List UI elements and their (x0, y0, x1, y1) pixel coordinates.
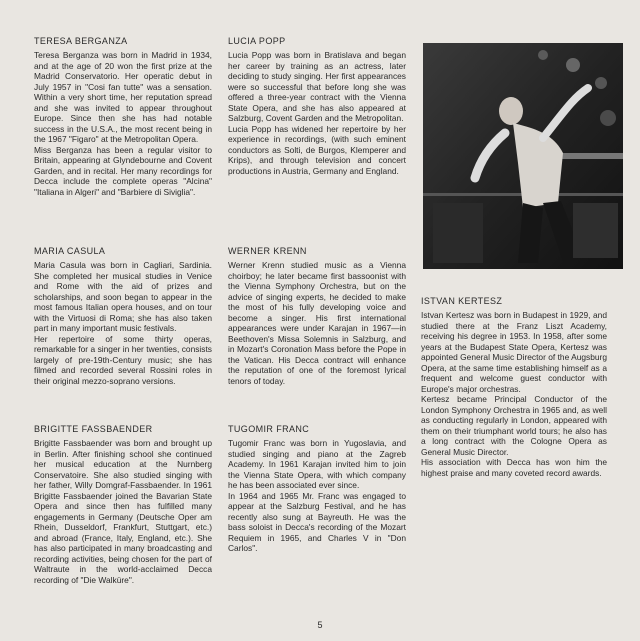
bio-lucia-popp (228, 36, 406, 176)
bio-paragraph: Lucia Popp was born in Bratislava and began her career by training as an actress, later deciding to study singing. Her first appearances were so successful that before long she was offered a three-year contract with the Vienna State Opera, and she has also appeared at Salzburg, Covent Garden and the Metropolitan. (228, 50, 406, 123)
bio-paragraph: Her repertoire of some thirty operas, remarkable for a singer in her twenties, consists largely of pre-19th-Century music; she has filmed and recorded several Rossini roles in their original mezzo-soprano versions. (34, 333, 212, 386)
bio-name: ISTVAN KERTESZ (421, 296, 503, 306)
bio-paragraph: Brigitte Fassbaender was born and brought up in Berlin. After finishing school she continued her musical education at the Nurnberg Conservatoire. She also studied singing with her father, Willy Domgraf-Fassbaender. In 1961 Brigitte Fassbaender joined the Bavarian State Opera and since then has fulfilled many engagements in Germany (Deutsche Oper am Rhein, Dusseldorf, Frankfurt, Stuttgart, etc.) and abroad (France, Italy, England, etc.). She has also participated in many broadcasting and recording activities, being chosen for the part of Waltraute in the world-acclaimed Decca recording of "Die Walküre". (34, 438, 212, 585)
bio-istvan-kertesz (421, 296, 607, 478)
bio-paragraph: Maria Casula was born in Cagliari, Sardinia. She completed her musical studies in Venice and Rome with the aid of prizes and scholarships, and soon began to appear in the most famous Italian opera houses, and on tour with the Virtuosi di Roma; she has also taken part in many important music festivals. (34, 260, 212, 333)
bio-werner-krenn (228, 246, 406, 386)
bio-paragraph: Lucia Popp has widened her repertoire by her experience in recordings, (with such eminent conductors as Solti, de Burgos, Klemperer and Krips), and through television and concert productions in Austria, Germany and England. (228, 123, 406, 176)
bio-paragraph: His association with Decca has won him the highest praise and many coveted record awards. (421, 457, 607, 478)
bio-brigitte-fassbaender (34, 424, 212, 585)
bio-name: BRIGITTE FASSBAENDER (34, 424, 153, 434)
bio-paragraph: Kertesz became Principal Conductor of the London Symphony Orchestra in 1965 and, as well as conducting regularly in London, appeared with them on their triumphant world tours; he also has a long contract with the Cologne Opera as General Music Director. (421, 394, 607, 457)
conductor-photo (423, 43, 623, 269)
bio-paragraph: In 1964 and 1965 Mr. Franc was engaged to appear at the Salzburg Festival, and he has recently also sung at Bayreuth. He was the bass soloist in Decca's recording of the Mozart Requiem in 1965, and Charles V in "Don Carlos". (228, 490, 406, 553)
bio-tugomir-franc (228, 424, 406, 554)
bio-name: TUGOMIR FRANC (228, 424, 310, 434)
page-number: 5 (317, 620, 323, 630)
bio-name: TERESA BERGANZA (34, 36, 128, 46)
bio-teresa-berganza (34, 36, 212, 197)
bio-paragraph: Werner Krenn studied music as a Vienna choirboy; he later became first bassoonist with the Vienna Symphony Orchestra, but on the advice of singing experts, he decided to make the most of his fully developing voice and become a singer. His first international appearances were under Karajan in 1967—in Beethoven's Missa Solemnis in Salzburg, and in Mozart's Coronation Mass before the Pope in the Vatican. His Decca contract will enhance the reputation of one of the foremost lyrical tenors of today. (228, 260, 406, 386)
bio-name: WERNER KRENN (228, 246, 307, 256)
bio-name: MARIA CASULA (34, 246, 106, 256)
bio-paragraph: Teresa Berganza was born in Madrid in 1934, and at the age of 20 won the first prize at the Madrid Conservatorio. Her operatic debut in July 1957 in "Cosi fan tutte" was a sensation. Within a very short time, her reputation spread and she was invited to appear throughout Europe. Since then she has had notable success in the U.S.A., the most recent being in the 1967 "Figaro" at the Metropolitan Opera. (34, 50, 212, 144)
bio-name: LUCIA POPP (228, 36, 286, 46)
bio-paragraph: Istvan Kertesz was born in Budapest in 1929, and studied there at the Franz Liszt Academy, receiving his degree in 1953. In 1958, after some years at the Budapest State Opera, Kertesz was appointed General Music Director of the Augsburg Opera, at the same time establishing himself as a frequent and welcome guest conductor with Europe's major orchestras. (421, 310, 607, 394)
bio-paragraph: Tugomir Franc was born in Yugoslavia, and studied singing and piano at the Zagreb Academy. In 1961 Karajan invited him to join the Vienna State Opera, with which company he has been associated ever since. (228, 438, 406, 490)
bio-paragraph: Miss Berganza has been a regular visitor to Britain, appearing at Glyndebourne and Covent Garden, and in recital. Her many recordings for Decca include the complete operas "Alcina" "Italiana in Algeri" and "Barbiere di Siviglia". (34, 144, 212, 197)
conductor-photo-illustration (423, 43, 623, 269)
bio-maria-casula (34, 246, 212, 386)
